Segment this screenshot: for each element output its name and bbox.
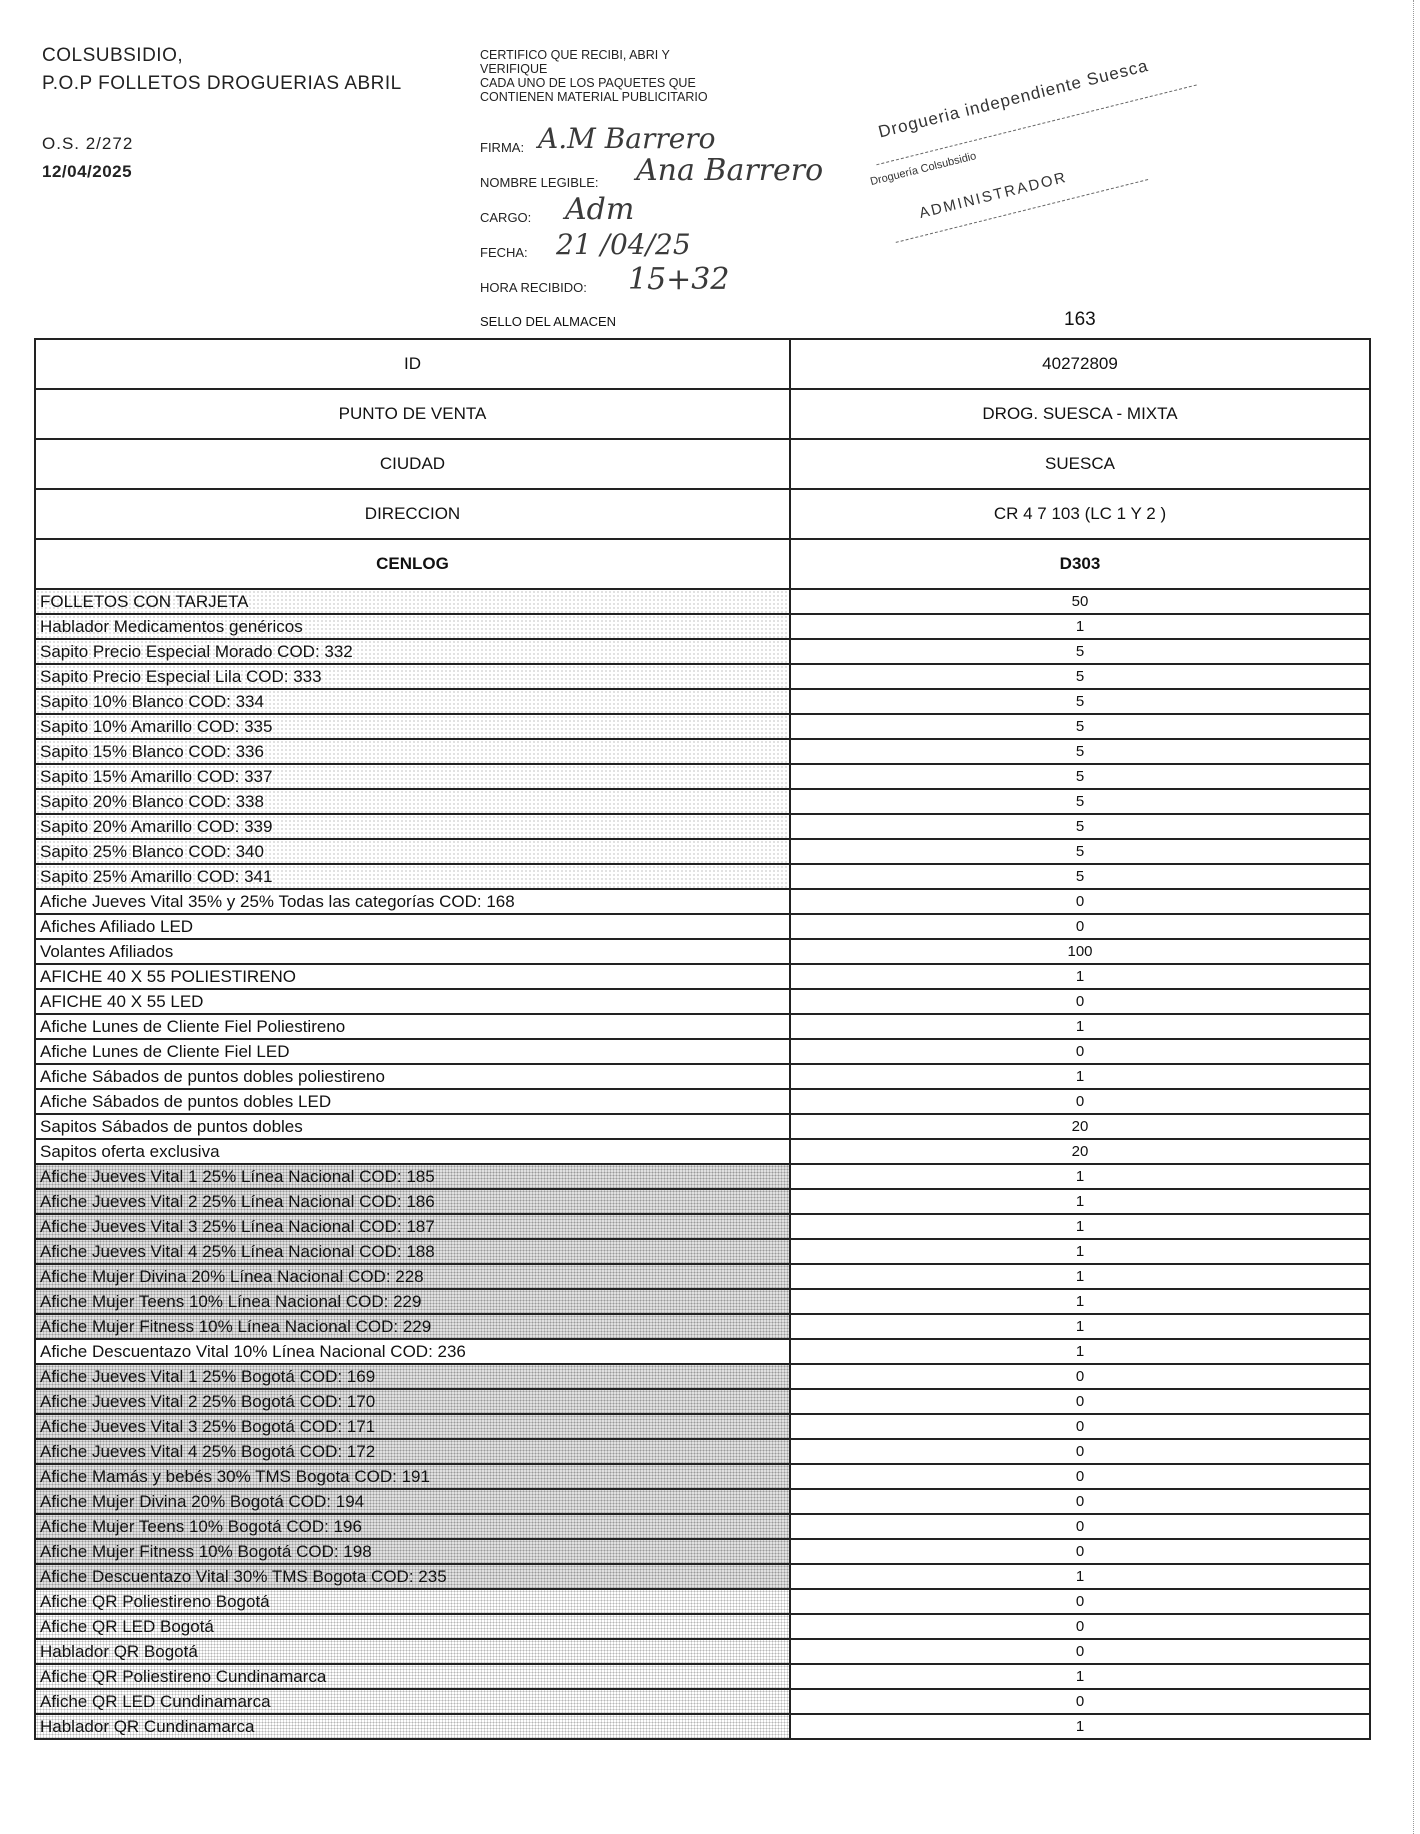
item-name: Afiche Jueves Vital 3 25% Bogotá COD: 171 <box>35 1414 790 1439</box>
company-name: COLSUBSIDIO, <box>42 45 184 66</box>
item-name: Afiche Mamás y bebés 30% TMS Bogota COD: 191 <box>35 1464 790 1489</box>
item-name: Sapito 10% Blanco COD: 334 <box>35 689 790 714</box>
info-row <box>35 389 1370 439</box>
item-row <box>35 1089 1370 1114</box>
cargo-value: Adm <box>565 192 635 227</box>
item-quantity: 20 <box>790 1114 1370 1139</box>
item-name: Afiche Jueves Vital 1 25% Línea Nacional COD: 185 <box>35 1164 790 1189</box>
item-row <box>35 1039 1370 1064</box>
info-value: 40272809 <box>790 339 1370 389</box>
item-row <box>35 764 1370 789</box>
item-name: Afiche Descuentazo Vital 10% Línea Nacional COD: 236 <box>35 1339 790 1364</box>
item-name: Afiche Jueves Vital 4 25% Bogotá COD: 172 <box>35 1439 790 1464</box>
info-value: CR 4 7 103 (LC 1 Y 2 ) <box>790 489 1370 539</box>
nombre-value: Ana Barrero <box>636 153 824 188</box>
info-value: SUESCA <box>790 439 1370 489</box>
item-quantity: 1 <box>790 1064 1370 1089</box>
item-name: Afiche Mujer Divina 20% Bogotá COD: 194 <box>35 1489 790 1514</box>
item-name: Afiche Mujer Fitness 10% Línea Nacional COD: 229 <box>35 1314 790 1339</box>
cargo-label: CARGO: <box>480 210 532 225</box>
item-quantity: 1 <box>790 1239 1370 1264</box>
item-quantity: 5 <box>790 639 1370 664</box>
item-row <box>35 589 1370 614</box>
item-quantity: 0 <box>790 1364 1370 1389</box>
item-quantity: 1 <box>790 1289 1370 1314</box>
item-row <box>35 1264 1370 1289</box>
item-quantity: 5 <box>790 839 1370 864</box>
item-quantity: 0 <box>790 1539 1370 1564</box>
item-name: Sapitos Sábados de puntos dobles <box>35 1114 790 1139</box>
store-stamp <box>840 0 1211 264</box>
item-row <box>35 1189 1370 1214</box>
item-name: Afiche Jueves Vital 2 25% Línea Nacional COD: 186 <box>35 1189 790 1214</box>
item-quantity: 1 <box>790 1714 1370 1739</box>
item-row <box>35 739 1370 764</box>
item-quantity: 1 <box>790 1189 1370 1214</box>
item-quantity: 0 <box>790 1489 1370 1514</box>
item-row <box>35 939 1370 964</box>
item-row <box>35 1614 1370 1639</box>
item-row <box>35 1214 1370 1239</box>
info-label: CENLOG <box>35 539 790 589</box>
item-quantity: 1 <box>790 1664 1370 1689</box>
item-row <box>35 1364 1370 1389</box>
item-quantity: 1 <box>790 1564 1370 1589</box>
item-name: Afiche Lunes de Cliente Fiel Poliestireno <box>35 1014 790 1039</box>
info-section <box>35 339 1370 589</box>
item-row <box>35 1664 1370 1689</box>
delivery-table <box>34 338 1371 1740</box>
item-row <box>35 789 1370 814</box>
item-quantity: 1 <box>790 614 1370 639</box>
item-name: Afiche QR Poliestireno Bogotá <box>35 1589 790 1614</box>
cert-line: CADA UNO DE LOS PAQUETES QUE <box>480 76 696 90</box>
item-row <box>35 1239 1370 1264</box>
item-name: Sapito Precio Especial Morado COD: 332 <box>35 639 790 664</box>
hora-label: HORA RECIBIDO: <box>480 280 587 295</box>
item-row <box>35 664 1370 689</box>
item-quantity: 0 <box>790 1614 1370 1639</box>
campaign-title: P.O.P FOLLETOS DROGUERIAS ABRIL <box>42 73 402 94</box>
item-name: Sapito 15% Blanco COD: 336 <box>35 739 790 764</box>
item-row <box>35 1439 1370 1464</box>
cert-line: CONTIENEN MATERIAL PUBLICITARIO <box>480 90 708 104</box>
item-quantity: 1 <box>790 964 1370 989</box>
order-number: O.S. 2/272 <box>42 134 134 153</box>
item-row <box>35 839 1370 864</box>
item-row <box>35 1314 1370 1339</box>
info-value: D303 <box>790 539 1370 589</box>
item-name: Hablador QR Cundinamarca <box>35 1714 790 1739</box>
item-quantity: 5 <box>790 789 1370 814</box>
info-label: PUNTO DE VENTA <box>35 389 790 439</box>
item-quantity: 0 <box>790 1689 1370 1714</box>
item-name: AFICHE 40 X 55 POLIESTIRENO <box>35 964 790 989</box>
item-quantity: 5 <box>790 814 1370 839</box>
item-quantity: 0 <box>790 1089 1370 1114</box>
stamp-role: ADMINISTRADOR <box>917 168 1069 223</box>
item-row <box>35 1514 1370 1539</box>
item-name: Sapito 15% Amarillo COD: 337 <box>35 764 790 789</box>
item-row <box>35 689 1370 714</box>
item-row <box>35 914 1370 939</box>
item-row <box>35 1114 1370 1139</box>
item-quantity: 5 <box>790 689 1370 714</box>
item-quantity: 20 <box>790 1139 1370 1164</box>
item-quantity: 1 <box>790 1314 1370 1339</box>
item-name: Afiche QR Poliestireno Cundinamarca <box>35 1664 790 1689</box>
item-name: Afiche Sábados de puntos dobles poliestireno <box>35 1064 790 1089</box>
info-label: ID <box>35 339 790 389</box>
item-row <box>35 1539 1370 1564</box>
item-quantity: 5 <box>790 714 1370 739</box>
item-row <box>35 1164 1370 1189</box>
item-quantity: 1 <box>790 1264 1370 1289</box>
item-name: Afiches Afiliado LED <box>35 914 790 939</box>
item-name: Sapito 25% Amarillo COD: 341 <box>35 864 790 889</box>
item-name: Sapito 20% Amarillo COD: 339 <box>35 814 790 839</box>
item-name: Hablador QR Bogotá <box>35 1639 790 1664</box>
sello-label: SELLO DEL ALMACEN <box>480 314 617 329</box>
item-row <box>35 1489 1370 1514</box>
item-name: Afiche Mujer Fitness 10% Bogotá COD: 198 <box>35 1539 790 1564</box>
item-quantity: 0 <box>790 914 1370 939</box>
item-name: Sapito 20% Blanco COD: 338 <box>35 789 790 814</box>
item-row <box>35 964 1370 989</box>
certification-text <box>480 48 790 104</box>
item-row <box>35 1464 1370 1489</box>
item-quantity: 0 <box>790 1439 1370 1464</box>
item-quantity: 0 <box>790 1514 1370 1539</box>
item-quantity: 0 <box>790 1389 1370 1414</box>
item-name: Sapito Precio Especial Lila COD: 333 <box>35 664 790 689</box>
item-quantity: 50 <box>790 589 1370 614</box>
info-row <box>35 539 1370 589</box>
item-row <box>35 614 1370 639</box>
item-row <box>35 814 1370 839</box>
item-name: Afiche Mujer Teens 10% Bogotá COD: 196 <box>35 1514 790 1539</box>
info-row <box>35 339 1370 389</box>
item-quantity: 0 <box>790 1589 1370 1614</box>
item-name: Sapitos oferta exclusiva <box>35 1139 790 1164</box>
item-row <box>35 1639 1370 1664</box>
item-row <box>35 639 1370 664</box>
item-row <box>35 714 1370 739</box>
item-name: Afiche Descuentazo Vital 30% TMS Bogota COD: 235 <box>35 1564 790 1589</box>
item-name: Afiche Mujer Teens 10% Línea Nacional COD: 229 <box>35 1289 790 1314</box>
item-quantity: 100 <box>790 939 1370 964</box>
info-label: CIUDAD <box>35 439 790 489</box>
item-name: Afiche Jueves Vital 1 25% Bogotá COD: 169 <box>35 1364 790 1389</box>
item-row <box>35 1289 1370 1314</box>
item-name: Afiche Jueves Vital 35% y 25% Todas las categorías COD: 168 <box>35 889 790 914</box>
item-row <box>35 1064 1370 1089</box>
item-name: Afiche QR LED Bogotá <box>35 1614 790 1639</box>
page-edge-scan-line <box>1410 0 1414 1834</box>
info-row <box>35 439 1370 489</box>
stamp-store-name: Drogueria independiente Suesca <box>876 55 1151 142</box>
item-name: Volantes Afiliados <box>35 939 790 964</box>
info-value: DROG. SUESCA - MIXTA <box>790 389 1370 439</box>
item-quantity: 0 <box>790 1414 1370 1439</box>
hora-value: 15+32 <box>628 262 730 297</box>
item-name: Afiche Jueves Vital 4 25% Línea Nacional COD: 188 <box>35 1239 790 1264</box>
page-number: 163 <box>1064 309 1096 330</box>
item-row <box>35 1589 1370 1614</box>
firma-label: FIRMA: <box>480 140 525 155</box>
item-row <box>35 1389 1370 1414</box>
item-row <box>35 1689 1370 1714</box>
item-row <box>35 989 1370 1014</box>
item-name: Afiche Jueves Vital 3 25% Línea Nacional COD: 187 <box>35 1214 790 1239</box>
document-date: 12/04/2025 <box>42 162 133 181</box>
info-row <box>35 489 1370 539</box>
item-name: Sapito 25% Blanco COD: 340 <box>35 839 790 864</box>
firma-signature: A.M Barrero <box>538 122 716 155</box>
item-name: Afiche Mujer Divina 20% Línea Nacional COD: 228 <box>35 1264 790 1289</box>
item-name: Afiche Sábados de puntos dobles LED <box>35 1089 790 1114</box>
item-name: Hablador Medicamentos genéricos <box>35 614 790 639</box>
item-name: Afiche QR LED Cundinamarca <box>35 1689 790 1714</box>
fecha-label: FECHA: <box>480 245 528 260</box>
item-quantity: 0 <box>790 1464 1370 1489</box>
item-quantity: 5 <box>790 764 1370 789</box>
items-section <box>35 589 1370 1739</box>
item-name: FOLLETOS CON TARJETA <box>35 589 790 614</box>
item-row <box>35 1139 1370 1164</box>
item-row <box>35 1714 1370 1739</box>
stamp-logo-text: Droguería Colsubsidio <box>869 150 978 189</box>
item-row <box>35 1014 1370 1039</box>
item-quantity: 5 <box>790 864 1370 889</box>
info-label: DIRECCION <box>35 489 790 539</box>
item-name: AFICHE 40 X 55 LED <box>35 989 790 1014</box>
item-quantity: 1 <box>790 1014 1370 1039</box>
item-name: Afiche Jueves Vital 2 25% Bogotá COD: 170 <box>35 1389 790 1414</box>
item-quantity: 1 <box>790 1214 1370 1239</box>
item-quantity: 1 <box>790 1339 1370 1364</box>
item-row <box>35 864 1370 889</box>
item-quantity: 0 <box>790 1039 1370 1064</box>
cert-line: CERTIFICO QUE RECIBI, ABRI Y <box>480 48 670 62</box>
item-row <box>35 1564 1370 1589</box>
item-quantity: 0 <box>790 889 1370 914</box>
cert-line: VERIFIQUE <box>480 62 548 76</box>
item-quantity: 5 <box>790 664 1370 689</box>
item-row <box>35 889 1370 914</box>
fecha-value: 21 /04/25 <box>556 228 691 261</box>
item-name: Sapito 10% Amarillo COD: 335 <box>35 714 790 739</box>
nombre-label: NOMBRE LEGIBLE: <box>480 175 599 190</box>
item-row <box>35 1339 1370 1364</box>
item-row <box>35 1414 1370 1439</box>
item-quantity: 0 <box>790 989 1370 1014</box>
item-quantity: 0 <box>790 1639 1370 1664</box>
document-header <box>42 42 402 186</box>
item-quantity: 5 <box>790 739 1370 764</box>
item-quantity: 1 <box>790 1164 1370 1189</box>
item-name: Afiche Lunes de Cliente Fiel LED <box>35 1039 790 1064</box>
